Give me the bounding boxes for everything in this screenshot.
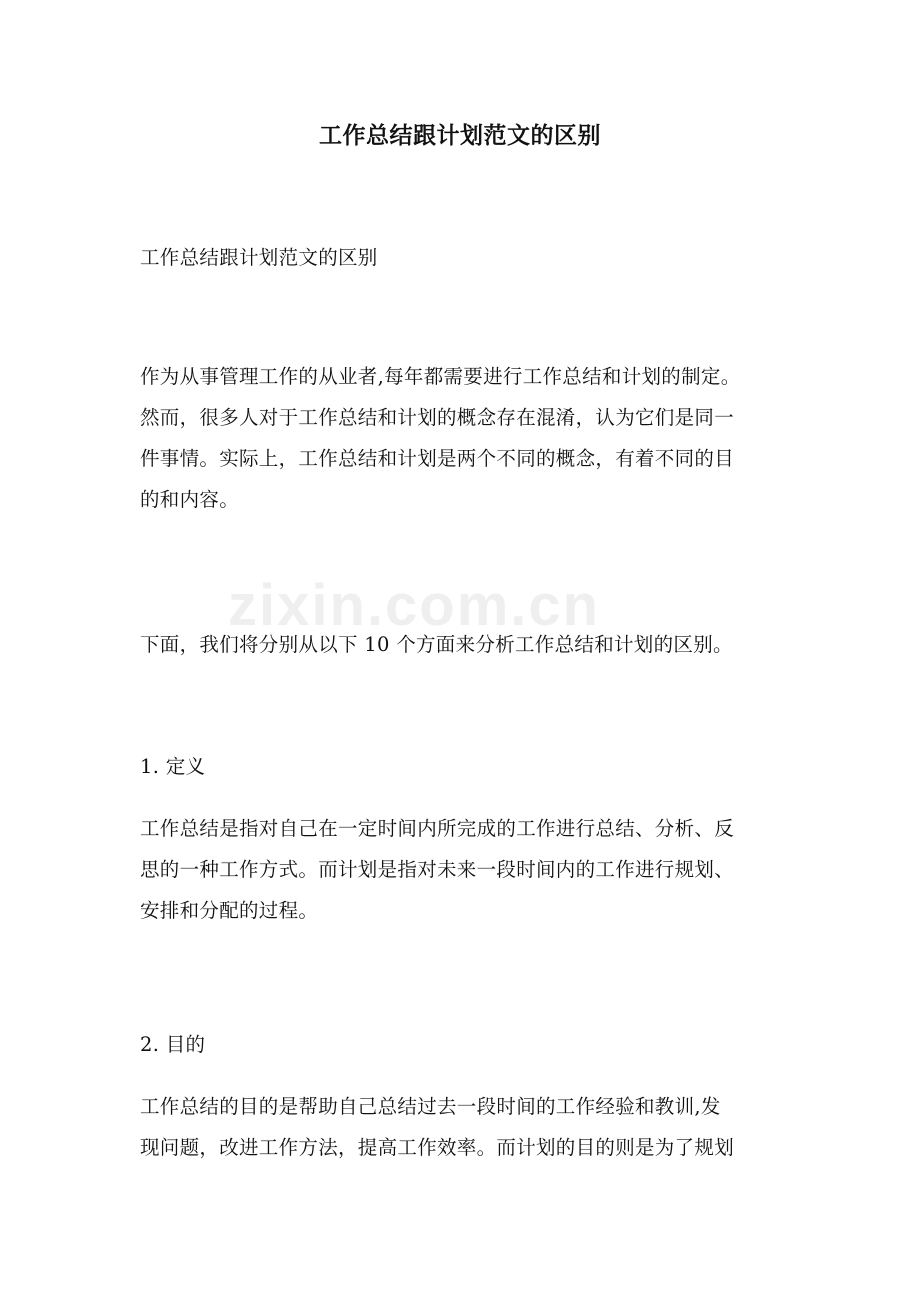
section-paragraph-definition	[140, 808, 810, 931]
watermark: zixin.com.cn	[228, 573, 601, 638]
document-subtitle: 工作总结跟计划范文的区别	[140, 246, 378, 269]
intro-paragraph	[140, 356, 810, 520]
paragraph-line: 的和内容。	[140, 488, 240, 511]
paragraph-line: 作为从事管理工作的从业者,每年都需要进行工作总结和计划的制定。	[140, 365, 741, 388]
section-paragraph-purpose	[140, 1086, 810, 1168]
transition-paragraph: 下面，我们将分别从以下 10 个方面来分析工作总结和计划的区别。	[140, 633, 733, 656]
paragraph-line: 工作总结的目的是帮助自己总结过去一段时间的工作经验和教训,发	[140, 1095, 721, 1118]
section-heading-definition: 1. 定义	[140, 755, 206, 778]
section-heading-purpose: 2. 目的	[140, 1033, 206, 1056]
paragraph-line: 现问题，改进工作方法，提高工作效率。而计划的目的则是为了规划	[140, 1136, 735, 1159]
document-title: 工作总结跟计划范文的区别	[319, 122, 601, 149]
paragraph-line: 思的一种工作方式。而计划是指对未来一段时间内的工作进行规划、	[140, 858, 735, 881]
paragraph-line: 然而，很多人对于工作总结和计划的概念存在混淆，认为它们是同一	[140, 406, 735, 429]
paragraph-line: 件事情。实际上，工作总结和计划是两个不同的概念，有着不同的目	[140, 447, 735, 470]
paragraph-line: 工作总结是指对自己在一定时间内所完成的工作进行总结、分析、反	[140, 817, 735, 840]
paragraph-line: 安排和分配的过程。	[140, 899, 319, 922]
